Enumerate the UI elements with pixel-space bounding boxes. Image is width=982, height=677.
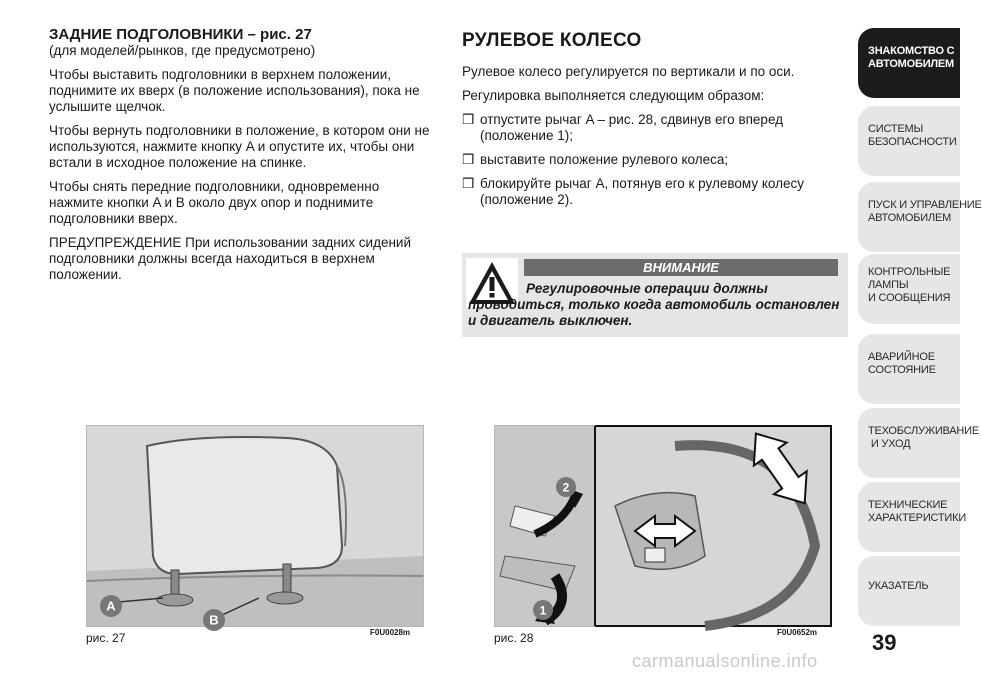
left-column (49, 26, 434, 291)
warning-box (462, 253, 848, 337)
label-1-icon (532, 599, 554, 621)
paragraph: Чтобы вернуть подголовники в положение, в котором они не используются, нажмите кнопку A и опустите их, чтобы они встали в исходное положение на спинке. (49, 123, 430, 170)
paragraph: Регулировка выполняется следующим образом: (462, 88, 765, 103)
label-b-icon (202, 608, 226, 632)
svg-text:2: 2 (562, 480, 570, 495)
warning-text: Регулировочные операции должны проводиться, только когда автомобиль остановлен и двигатель выключен. (468, 281, 840, 328)
list-item: ❒ выставите положение рулевого колеса; (462, 152, 729, 167)
section-heading-headrests: ЗАДНИЕ ПОДГОЛОВНИКИ – рис. 27 (49, 26, 312, 43)
figure-code: F0U0652m (777, 628, 818, 637)
figure-caption: рис. 28 (494, 631, 534, 645)
figure-caption: рис. 27 (86, 631, 126, 645)
tab-emergency[interactable]: АВАРИЙНОЕ СОСТОЯНИЕ (858, 334, 960, 404)
paragraph: Чтобы снять передние подголовники, одновременно нажмите кнопки A и B около двух опор и поднимите подголовники вверх. (49, 179, 380, 226)
tab-start-and-drive[interactable]: ПУСК И УПРАВЛЕНИЕ АВТОМОБИЛЕМ (858, 182, 960, 252)
list-item: ❒ блокируйте рычаг A, потянув его к рулевому колесу (положение 2). (462, 176, 804, 207)
tab-safety-systems[interactable]: СИСТЕМЫ БЕЗОПАСНОСТИ (858, 106, 960, 176)
tab-introduction[interactable]: ЗНАКОМСТВО С АВТОМОБИЛЕМ (858, 28, 960, 98)
checkbox-bullet-icon: ❒ (462, 176, 475, 191)
figure-steering (494, 425, 832, 627)
checkbox-bullet-icon: ❒ (462, 112, 475, 127)
section-heading-steering-wheel: РУЛЕВОЕ КОЛЕСО (462, 30, 642, 51)
checkbox-bullet-icon: ❒ (462, 152, 475, 167)
paragraph: Чтобы выставить подголовники в верхнем положении, поднимите их вверх (в положение использования), пока не услышите щелчок. (49, 67, 420, 114)
instruction-list (462, 112, 850, 208)
warning-paragraph: ПРЕДУПРЕЖДЕНИЕ При использовании задних сидений подголовники должны всегда находиться в верхнем положении. (49, 235, 411, 282)
steering-illustration (495, 426, 831, 626)
tab-index[interactable]: УКАЗАТЕЛЬ (858, 556, 960, 626)
svg-text:A: A (106, 598, 116, 614)
page-number: 39 (872, 630, 897, 655)
label-2-icon (555, 476, 577, 498)
label-a-icon (99, 594, 123, 618)
tab-technical-data[interactable]: ТЕХНИЧЕСКИЕ ХАРАКТЕРИСТИКИ (858, 482, 960, 552)
right-column (462, 26, 850, 216)
figure-code: F0U0028m (370, 628, 411, 637)
figure-headrest (86, 425, 424, 627)
list-item: ❒ отпустите рычаг A – рис. 28, сдвинув его вперед (положение 1); (462, 112, 784, 143)
section-subheading: (для моделей/рынков, где предусмотрено) (49, 43, 316, 58)
paragraph: Рулевое колесо регулируется по вертикали и по оси. (462, 64, 795, 79)
watermark: carmanualsonline.info (632, 651, 818, 671)
warning-title: ВНИМАНИЕ (524, 259, 838, 276)
svg-text:1: 1 (539, 603, 547, 618)
svg-text:B: B (209, 612, 219, 628)
headrest-illustration (87, 426, 423, 626)
tab-warning-lights[interactable]: КОНТРОЛЬНЫЕ ЛАМПЫ И СООБЩЕНИЯ (858, 254, 960, 324)
tab-maintenance[interactable]: ТЕХОБСЛУЖИВАНИЕ И УХОД (858, 408, 960, 478)
